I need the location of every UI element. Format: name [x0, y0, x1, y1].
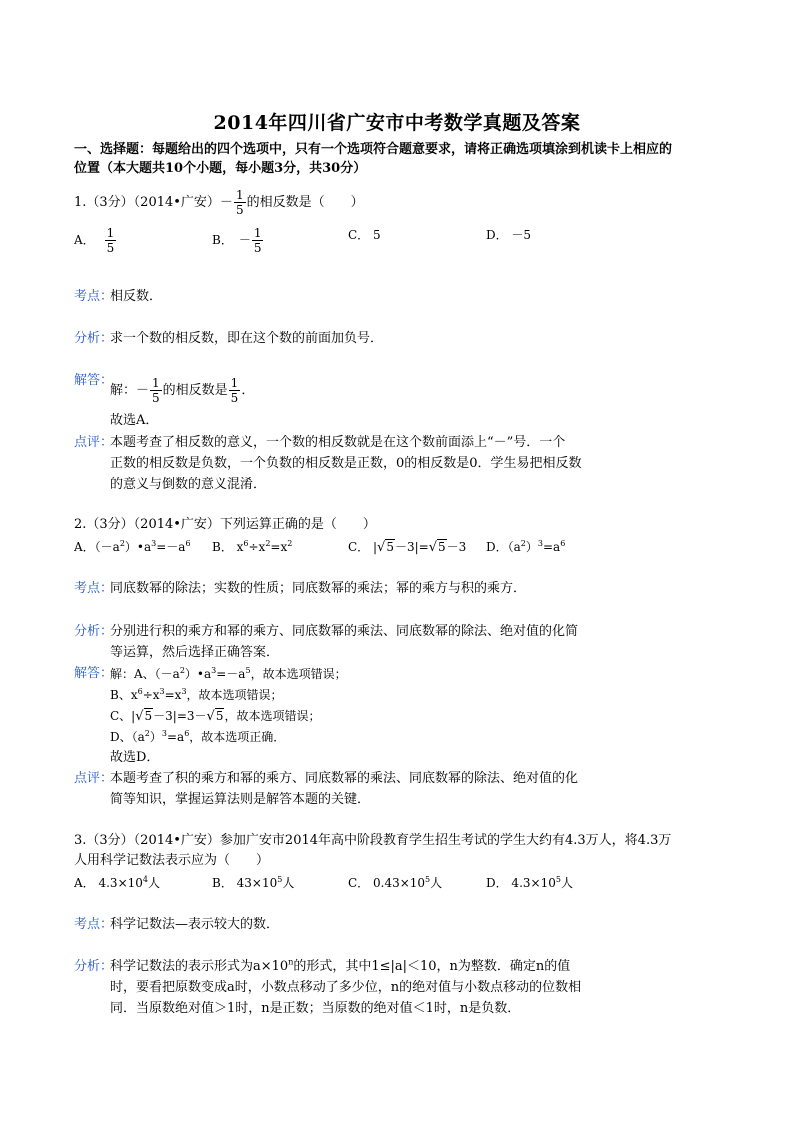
q2-option-d: D．$(a^2)^3=a^6$ [486, 539, 566, 554]
q2-kaodian-label: 考点： [74, 581, 114, 596]
q1-option-d: D． －5 [486, 228, 532, 242]
q1-kaodian-label: 考点： [74, 289, 114, 304]
q1-fenxi-text: 求一个数的相反数，即在这个数的前面加负号． [110, 331, 384, 346]
q2-option-c: C． |√5－3|=√5－3 [348, 540, 467, 555]
section-heading-line-2: 位置（本大题共10个小题，每小题3分，共30分） [74, 161, 367, 176]
q1-dianping-line-1: 本题考查了相反数的意义，一个数的相反数就是在这个数前面添上“－”号．一个 [110, 435, 566, 450]
q3-option-d: D． $4.3\times 10^5$人 [486, 875, 573, 890]
q3-option-b: B． $43\times 10^5$人 [212, 875, 295, 890]
q3-stem-line-2: 人用科学记数法表示应为（ ） [74, 853, 270, 868]
q3-fenxi-line-3: 同．当原数绝对值＞1时，n是正数；当原数的绝对值＜1时，n是负数． [110, 1001, 521, 1016]
q3-fenxi-line-1: 科学记数法的表示形式为$a\times 10^n$的形式，其中1≤|a|＜10，n为整数．确定n的值 [110, 957, 571, 974]
q2-option-b: B． $x^6\div x^2=x^2$ [212, 539, 293, 554]
q1-stem: 1.（3分）（2014•广安）－ $\frac{1}{5}$ 的相反数是（ ） [74, 188, 364, 217]
q2-jieda-line-a: 解：A、$(-a^2)•a^3=-a^5$，故本选项错误； [110, 666, 347, 681]
page-title: 2014年四川省广安市中考数学真题及答案 [213, 112, 581, 134]
q2-jieda-label: 解答： [74, 666, 114, 681]
q2-dianping-line-2: 简等知识，掌握运算法则是解答本题的关键． [110, 792, 371, 807]
q1-fraction: $\frac{1}{5}$ [235, 188, 244, 217]
q2-kaodian-text: 同底数幂的除法；实数的性质；同底数幂的乘法；幂的乘方与积的乘方． [110, 581, 527, 596]
q3-option-c: C． $0.43\times 10^5$人 [348, 875, 443, 890]
q1-option-b: B． － $\frac{1}{5}$ [212, 226, 262, 255]
q2-dianping-label: 点评： [74, 771, 114, 786]
q3-fenxi-label: 分析： [74, 959, 114, 974]
q2-fenxi-line-1: 分别进行积的乘方和幂的乘方、同底数幂的乘法、同底数幂的除法、绝对值的化简 [110, 624, 579, 639]
q2-jieda-line-d: D、$(a^2)^3=a^6$，故本选项正确． [110, 729, 286, 744]
q1-option-a: A． $\frac{1}{5}$ [74, 226, 115, 255]
q1-kaodian-text: 相反数． [110, 289, 163, 304]
q3-fenxi-line-2: 时，要看把原数变成a时，小数点移动了多少位，n的绝对值与小数点移动的位数相 [110, 980, 582, 995]
q2-jieda-line-b: B、$x^6\div x^3=x^3$，故本选项错误； [110, 687, 283, 702]
q1-fenxi-label: 分析： [74, 331, 114, 346]
q1-jieda-label: 解答： [74, 373, 114, 388]
q3-stem-line-1: 3.（3分）（2014•广安）参加广安市2014年高中阶段教育学生招生考试的学生大约有4.3万人，将4.3万 [74, 833, 672, 848]
q3-kaodian-text: 科学记数法—表示较大的数． [110, 917, 280, 932]
q1-jieda-line-1: 解：－ $\frac{1}{5}$ 的相反数是 $\frac{1}{5}$ ． [110, 376, 255, 405]
q2-dianping-line-1: 本题考查了积的乘方和幂的乘方、同底数幂的乘法、同底数幂的除法、绝对值的化 [110, 771, 579, 786]
q2-jieda-line-c: C、|√5－3|=3－√5，故本选项错误； [110, 709, 321, 724]
q1-option-c: C． 5 [348, 228, 381, 242]
q1-jieda-line-2: 故选A． [110, 413, 159, 428]
q3-option-a: A． $4.3\times 10^4$人 [74, 875, 160, 890]
section-heading-line-1: 一、选择题：每题给出的四个选项中，只有一个选项符合题意要求，请将正确选项填涂到机读卡上相应的 [74, 142, 673, 157]
q1-dianping-line-3: 的意义与倒数的意义混淆． [110, 477, 267, 492]
q1-dianping-line-2: 正数的相反数是负数，一个负数的相反数是正数，0的相反数是0．学生易把相反数 [110, 456, 582, 471]
q3-kaodian-label: 考点： [74, 917, 114, 932]
q2-fenxi-line-2: 等运算，然后选择正确答案． [110, 645, 280, 660]
q2-fenxi-label: 分析： [74, 624, 114, 639]
q2-stem: 2.（3分）（2014•广安）下列运算正确的是（ ） [74, 517, 376, 532]
q2-jieda-line-e: 故选D． [110, 750, 160, 765]
q2-option-a: A．$(-a^2)•a^3=-a^6$ [74, 539, 191, 554]
q1-dianping-label: 点评： [74, 435, 114, 450]
